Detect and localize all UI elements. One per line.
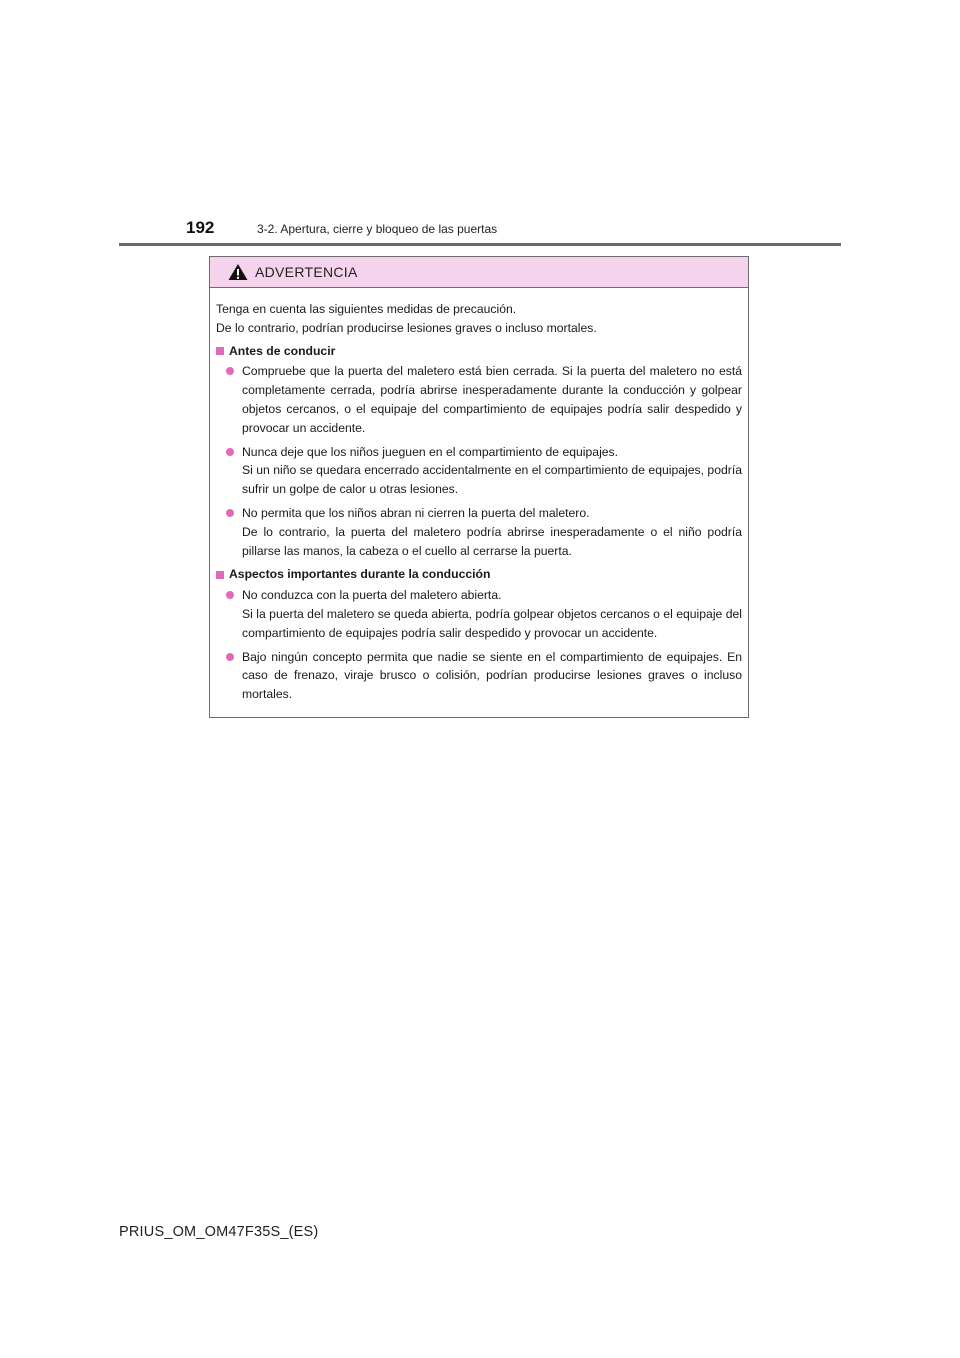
warning-intro <box>216 300 742 338</box>
square-bullet-icon <box>216 347 224 355</box>
warning-box <box>209 256 749 718</box>
circle-bullet-icon <box>226 509 234 517</box>
section-heading-aspectos <box>216 565 742 584</box>
bullet-item <box>216 586 742 642</box>
section-heading-label: Antes de conducir <box>229 343 336 358</box>
bullet-item <box>216 362 742 437</box>
intro-line: Tenga en cuenta las siguientes medidas de precaución. <box>216 302 517 316</box>
bullet-item <box>216 443 742 499</box>
bullet-text: Compruebe que la puerta del maletero está bien cerrada. Si la puerta del maletero no está completamente cerrada, podría abrirse inesperadamente durante la conducción y golpear objetos cercanos, o el equipaje del compartimiento de equipajes podría salir despedido y provocar un accidente. <box>242 364 742 435</box>
bullet-text: No conduzca con la puerta del maletero abierta. <box>242 588 502 603</box>
circle-bullet-icon <box>226 367 234 375</box>
section-heading-antes <box>216 342 742 361</box>
warning-body <box>210 288 748 704</box>
square-bullet-icon <box>216 571 224 579</box>
page-number: 192 <box>186 218 215 237</box>
circle-bullet-icon <box>226 448 234 456</box>
bullet-text: De lo contrario, la puerta del maletero podría abrirse inesperadamente o el niño podría pillarse las manos, la cabeza o el cuello al cerrarse la puerta. <box>242 524 742 558</box>
warning-title: ADVERTENCIA <box>255 264 358 280</box>
bullet-item <box>216 648 742 704</box>
section-title: 3-2. Apertura, cierre y bloqueo de las puertas <box>257 222 498 236</box>
circle-bullet-icon <box>226 653 234 661</box>
bullet-text: No permita que los niños abran ni cierren la puerta del maletero. <box>242 505 590 520</box>
warning-header <box>210 257 748 288</box>
bullet-text: Si un niño se quedara encerrado accidentalmente en el compartimiento de equipajes, podría sufrir un golpe de calor u otras lesiones. <box>242 463 742 497</box>
bullet-text: Si la puerta del maletero se queda abierta, podría golpear objetos cercanos o el equipaje del compartimiento de equipajes podría salir despedido y provocar un accidente. <box>242 606 742 640</box>
document-code: PRIUS_OM_OM47F35S_(ES) <box>119 1224 319 1240</box>
warning-triangle-icon <box>228 263 248 281</box>
bullet-text: Bajo ningún concepto permita que nadie se siente en el compartimiento de equipajes. En caso de frenazo, viraje brusco o colisión, podrían producirse lesiones graves o incluso mortales. <box>242 649 742 702</box>
intro-line: De lo contrario, podrían producirse lesiones graves o incluso mortales. <box>216 320 597 335</box>
section-heading-label: Aspectos importantes durante la conducción <box>229 567 491 582</box>
bullet-item <box>216 504 742 560</box>
circle-bullet-icon <box>226 591 234 599</box>
bullet-text: Nunca deje que los niños jueguen en el compartimiento de equipajes. <box>242 444 619 459</box>
header-rule <box>119 243 841 246</box>
